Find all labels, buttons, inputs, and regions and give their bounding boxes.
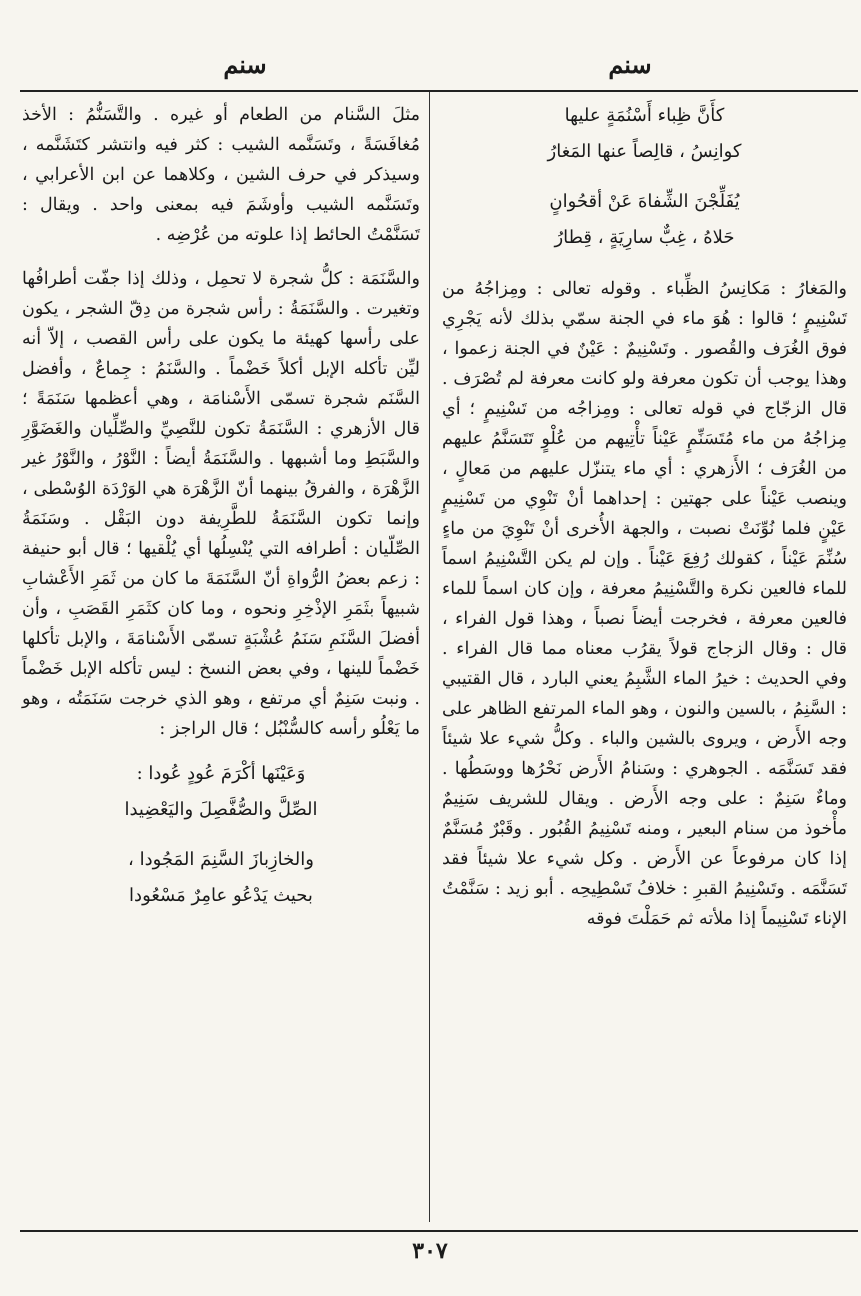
verse-line: كوانِسُ ، قالِصاً عنها المَغارُ bbox=[547, 141, 742, 162]
top-rule bbox=[20, 90, 858, 92]
column-divider bbox=[429, 92, 430, 1222]
entry-paragraph: مثلَ السَّنام من الطعام أو غيره . والتَّسَنُّمُ : الأخذ مُغافَسَةً ، وتَسَنَّمه الشيب : كثر فيه وانتشر كتَشَنَّمه ، وسيذكر في حرف الشين ، وكلاهما عن ابن الأعرابي ، وتَسَنَّمه الشيب وأوشَمَ فيه بمعنى واحد . ويقال : تَسَنَّمْتُ الحائط إذا علوته من عُرْضِه . bbox=[22, 105, 420, 245]
page-number: ٣٠٧ bbox=[412, 1238, 448, 1264]
bottom-rule bbox=[20, 1230, 858, 1232]
entry-paragraph: والسَّنَمَة : كلُّ شجرة لا تحمِل ، وذلك إذا جفّت أطرافُها وتغيرت . والسَّنَمَةُ : رأس شجرة من دِقّ الشجر ، يكون على رأسها كهيئة ما يكون على رأس القصب ، إلاّ أنه ليِّن تأكله الإبل أكلاً خَضْماً . والسَّنَمُ : جِماعٌ ، وأفضل السَّنَم شجرة تسمّى الأَسْنامَة ، وهي أعظمها سَنَمَةً ؛ قال الأزهري : السَّنَمَةُ تكون للنَّصِيِّ والصِّلِّيان والغَضَوَّرِ والسَّبَطِ وما أشبهها . والسَّنَمَةُ أيضاً : النَّوْرُ ، والنَّوْرُ غير الزَّهْرَة ، والفرقُ بينهما أنّ الزَّهْرَة هي الوَرْدَة الوُسْطى ، وإنما تكون السَّنَمَةُ للطَّرِيفة دون البَقْل . وسَنَمَةُ الصِّلّيان : أطرافه التي يُنْسِلُها أي يُلْقيها ؛ قال أبو حنيفة : زعم بعضُ الرُّواةِ أنّ السَّنَمَةَ ما كان من ثَمَرِ الأَعْشابِ شبيهاً بثَمَرِ الإذْخِرِ ونحوه ، وما كان كثَمَرِ القَصَبِ ، وأن أفضلَ السَّنَمِ سَنَمُ عُشْبَةٍ تسمّى الأَسْنامَةَ ، والإبل تأكلها خَضْماً للينها ، وفي بعض النسخ : ليس تأكله الإبل خَضْماً . ونبت سَنِمٌ أي مرتفع ، وهو الذي خرجت سَنَمَتُه ، وهو ما يَعْلُو رأسه كالسُّنْبُل ؛ قال الراجز : bbox=[22, 269, 420, 739]
right-column bbox=[442, 100, 847, 948]
spacer bbox=[442, 258, 847, 274]
verse-line: حَلاهُ ، غِبٌّ سارِيَةٍ ، قِطارُ bbox=[554, 227, 735, 248]
verse-gap bbox=[442, 172, 847, 186]
header-left-word: سنم bbox=[223, 50, 267, 79]
verse-line: والخازِبازَ السَّنِمَ المَجُودا ، bbox=[128, 849, 314, 870]
verse-line: وَعَيْنَها أكْرَمَ عُودٍ عُودا : bbox=[136, 763, 306, 784]
verse-line: بحيث يَدْعُو عامِرٌ مَسْعُودا bbox=[129, 885, 313, 906]
entry-paragraph: والمَغارُ : مَكانِسُ الظِّباء . وقوله تعالى : ومِزاجُهُ من تَسْنِيمٍ ؛ قالوا : هُوَ ماء في الجنة سمّي بذلك لأنه يَجْرِي فوق الغُرَف والقُصور . وتَسْنِيمٌ : عَيْنٌ في الجنة زعموا ، وهذا يوجب أن تكون معرفة ولو كانت معرفة لم تُصْرَف . قال الزجّاج في قوله تعالى : ومِزاجُه من تَسْنِيمٍ ؛ أي مِزاجُهُ من ماء مُتَسَنِّمٍ عَيْناً تأْتِيهم من عُلْوٍ تَتَسَنَّمُ عليهم من الغُرَف ؛ الأَزهري : أي ماء يتنزّل عليهم من مَعالٍ ، وينصب عَيْناً على جهتين : إحداهما أنْ تَنْوِي من تَسْنِيمٍ عَيْنٍ فلما نُوِّنَتْ نصبت ، والجهة الأُخرى أنْ تَنْوِيَ من ماءٍ سُنِّمَ عَيْناً ، كقولك رُفِعَ عَيْناً . وإن لم يكن التَّسْنِيمُ اسماً للماء فالعين نكرة والتَّسْنِيمُ معرفة ، وإن كان اسماً للماء فالعين معرفة ، فخرجت أيضاً نصباً ، وهذا قول الفراء ، قال : وقال الزجاج قولاً يقرُب معناه مما قال الفراء . وفي الحديث : خيرُ الماء الشَّبِمُ يعني البارد ، قال القتيبي : السَّنِمُ ، بالسين والنون ، وهو الماء المرتفع الظاهر على وجه الأَرض ، ويروى بالشين والباء . وكلُّ شيء علا شيئاً فقد تَسَنَّمَه . الجوهري : وسَنامُ الأَرض نَحْرُها ووسَطُها . وماءٌ سَنِمٌ : على وجه الأَرض . ويقال للشريف سَنِيمٌ مأْخوذ من سنام البعير ، ومنه تَسْنِيمُ القُبُور . وقَبْرٌ مُسَنَّمٌ إذا كان مرفوعاً عن الأَرض . وكل شيء علا شيئاً فقد تَسَنَّمَه . وتَسْنِيمُ القبرِ : خلافُ تَسْطِيحِه . أبو زيد : سَنَّمْتُ الإناء تَسْنِيماً إذا ملأته ثم حَمَلْتَ فوقه bbox=[442, 279, 847, 929]
verse-line: كأَنَّ ظِباء أَسْنُمَةٍ عليها bbox=[564, 105, 725, 126]
verse-line: الصِّلَّ والصُّفَّصِلَ واليَعْضِيدا bbox=[124, 799, 318, 820]
left-column bbox=[22, 100, 420, 916]
header-right-word: سنم bbox=[608, 50, 652, 79]
verse-line: يُفَلِّجْنَ الشِّفاهَ عَنْ أقحُوانٍ bbox=[549, 191, 740, 212]
verse-gap bbox=[22, 830, 420, 844]
